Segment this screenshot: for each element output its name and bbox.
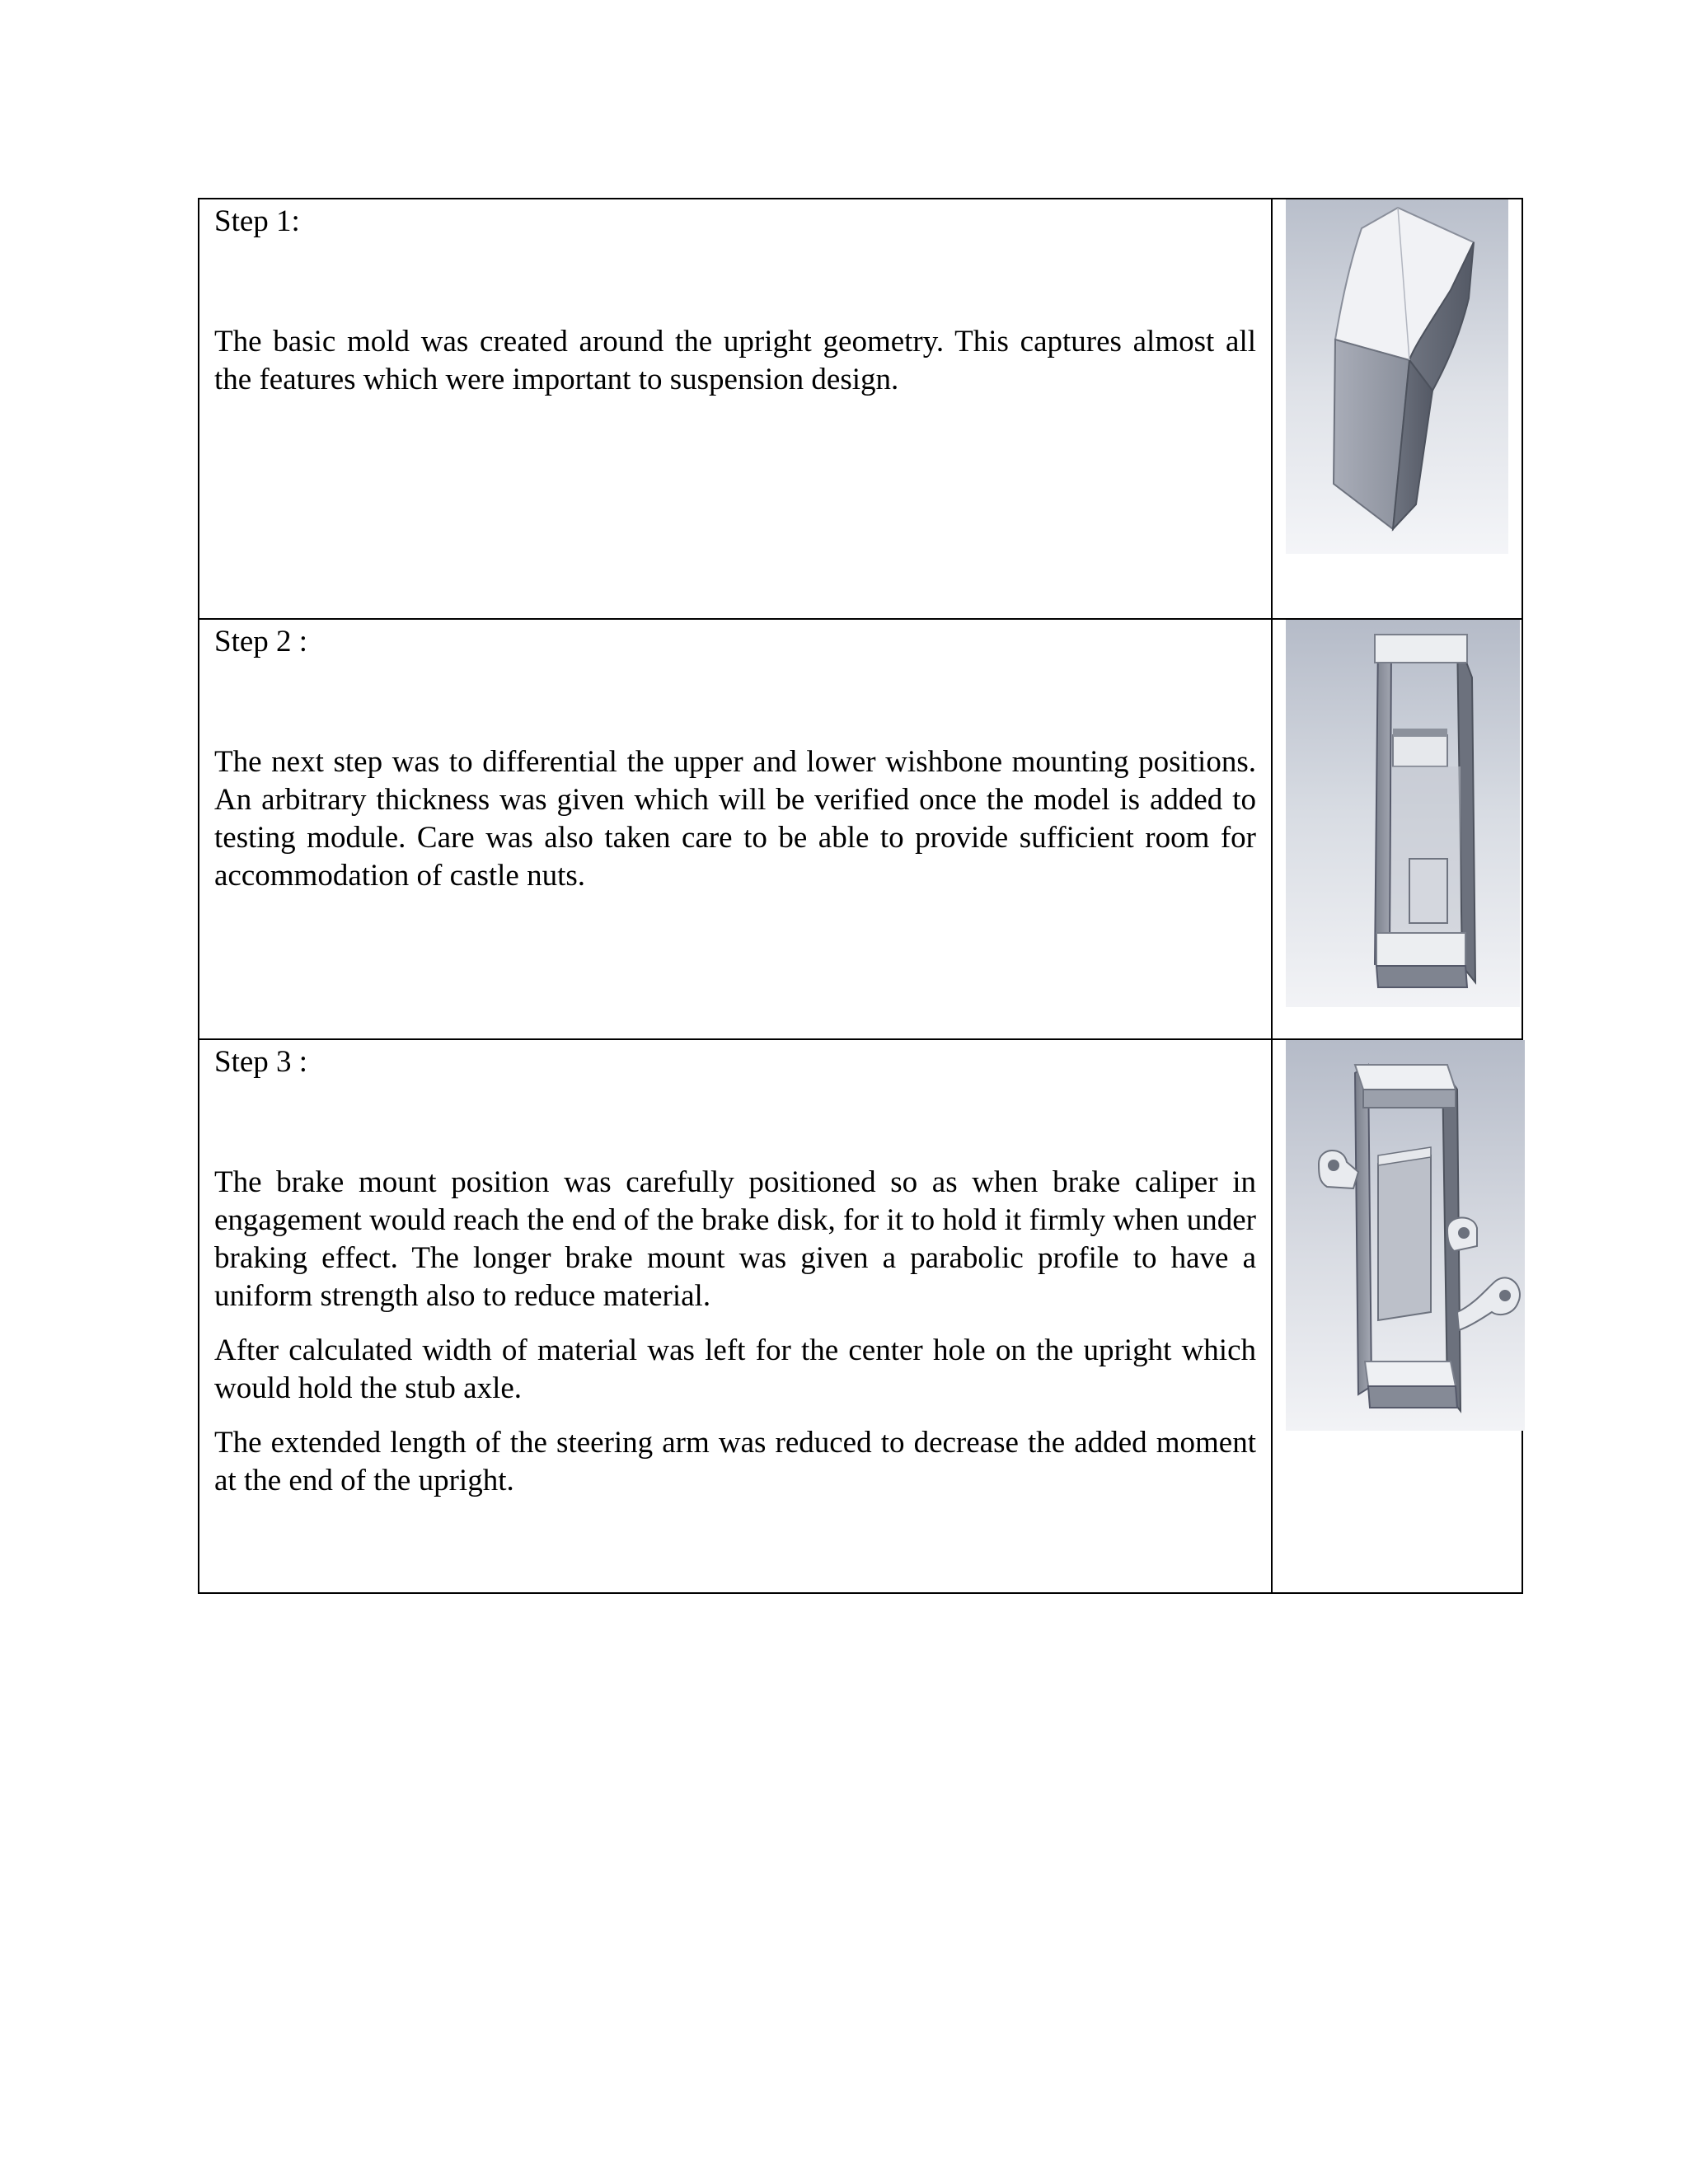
step-3-paragraph-1: The brake mount position was carefully positioned so as when brake caliper in engagement would reach the end of the brake disk, for it to hold it firmly when under braking effect. The longer brake mount was given a parabolic profile to have a uniform strength also to reduce material. [214, 1165, 1256, 1313]
step-2-heading: Step 2 : [214, 625, 308, 658]
step-1-heading: Step 1: [214, 204, 300, 238]
step-2-text-cell [199, 619, 1272, 1039]
step-1-image-cell [1272, 199, 1522, 619]
steps-table [198, 198, 1523, 1594]
step-row-1 [199, 199, 1522, 619]
step-2-paragraph-1: The next step was to differential the upper and lower wishbone mounting positions. An arbitrary thickness was given which will be verified once the model is added to testing module. Care was also taken care to be able to provide sufficient room for accommodation of castle nuts. [214, 745, 1256, 893]
wishbone-mount-render-icon [1286, 620, 1520, 1007]
step-3-paragraph-2: After calculated width of material was left for the center hole on the upright which would hold the stub axle. [214, 1333, 1256, 1405]
step-1-paragraph-1: The basic mold was created around the upright geometry. This captures almost all the features which were important to suspension design. [214, 325, 1256, 396]
step-1-text-cell [199, 199, 1272, 619]
step-2-image-cell [1272, 619, 1522, 1039]
step-3-paragraph-3: The extended length of the steering arm was reduced to decrease the added moment at the end of the upright. [214, 1426, 1256, 1497]
step-row-2 [199, 619, 1522, 1039]
step-3-text-cell [199, 1039, 1272, 1593]
step-3-image-cell [1272, 1039, 1522, 1593]
step-row-3 [199, 1039, 1522, 1593]
brake-mount-upright-render-icon [1286, 1040, 1525, 1431]
step-3-heading: Step 3 : [214, 1045, 308, 1079]
basic-mold-render-icon [1286, 199, 1508, 554]
